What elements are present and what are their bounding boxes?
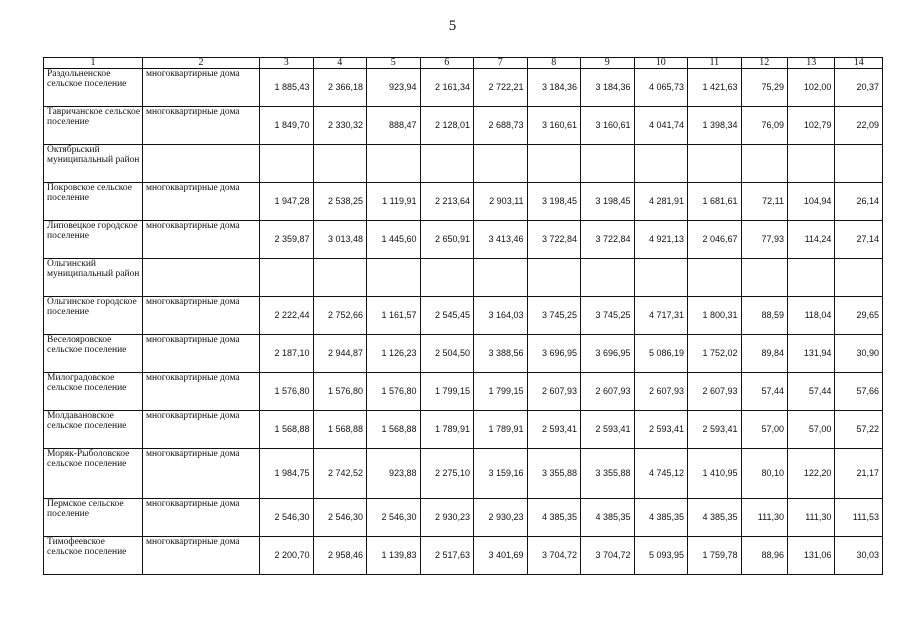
value-cell: 3 355,88: [527, 449, 581, 499]
housing-type: многоквартирные дома: [142, 499, 259, 537]
table-row: [44, 537, 883, 575]
value-cell: [741, 145, 787, 183]
value-cell: [420, 145, 474, 183]
value-cell: 1 445,60: [367, 221, 421, 259]
value-cell: 2 742,52: [313, 449, 367, 499]
value-cell: 26,14: [835, 183, 883, 221]
municipality-name: Милоградовское сельское поселение: [44, 373, 143, 411]
value-cell: 3 704,72: [581, 537, 635, 575]
value-cell: [313, 145, 367, 183]
value-cell: 1 410,95: [688, 449, 742, 499]
value-cell: 3 198,45: [527, 183, 581, 221]
value-cell: 1 789,91: [474, 411, 528, 449]
value-cell: 1 947,28: [260, 183, 314, 221]
table-row: [44, 107, 883, 145]
housing-type: многоквартирные дома: [142, 297, 259, 335]
value-cell: 3 704,72: [527, 537, 581, 575]
value-cell: 2 958,46: [313, 537, 367, 575]
value-cell: 3 401,69: [474, 537, 528, 575]
table-row: [44, 183, 883, 221]
municipality-name: Тавричанское сельское поселение: [44, 107, 143, 145]
value-cell: 4 385,35: [527, 499, 581, 537]
value-cell: 102,79: [787, 107, 834, 145]
value-cell: 29,65: [835, 297, 883, 335]
municipality-name: Тимофеевское сельское поселение: [44, 537, 143, 575]
value-cell: 4 041,74: [634, 107, 688, 145]
value-cell: [474, 259, 528, 297]
housing-type: многоквартирные дома: [142, 449, 259, 499]
value-cell: 131,06: [787, 537, 834, 575]
table-row: [44, 373, 883, 411]
value-cell: 2 359,87: [260, 221, 314, 259]
value-cell: 3 184,36: [527, 69, 581, 107]
value-cell: [688, 145, 742, 183]
table-row: [44, 449, 883, 499]
column-header: 1: [44, 58, 143, 69]
value-cell: [527, 259, 581, 297]
value-cell: 77,93: [741, 221, 787, 259]
municipality-name: Пермское сельское поселение: [44, 499, 143, 537]
value-cell: 888,47: [367, 107, 421, 145]
table-row: [44, 411, 883, 449]
municipality-name: Покровское сельское поселение: [44, 183, 143, 221]
value-cell: [634, 259, 688, 297]
value-cell: 3 198,45: [581, 183, 635, 221]
value-cell: 2 650,91: [420, 221, 474, 259]
value-cell: 1 789,91: [420, 411, 474, 449]
value-cell: 111,30: [741, 499, 787, 537]
value-cell: 2 046,67: [688, 221, 742, 259]
column-header: 11: [688, 58, 742, 69]
value-cell: 75,29: [741, 69, 787, 107]
value-cell: [367, 145, 421, 183]
table-row: [44, 335, 883, 373]
value-cell: 89,84: [741, 335, 787, 373]
value-cell: 1 576,80: [313, 373, 367, 411]
column-header: 4: [313, 58, 367, 69]
value-cell: 4 745,12: [634, 449, 688, 499]
housing-type: многоквартирные дома: [142, 107, 259, 145]
value-cell: 1 576,80: [260, 373, 314, 411]
column-header: 9: [581, 58, 635, 69]
page-number: 5: [448, 18, 457, 34]
column-header: 14: [835, 58, 883, 69]
value-cell: [527, 145, 581, 183]
table-row: [44, 69, 883, 107]
housing-type: многоквартирные дома: [142, 221, 259, 259]
value-cell: 2 517,63: [420, 537, 474, 575]
value-cell: [474, 145, 528, 183]
table-row: [44, 297, 883, 335]
value-cell: 4 385,35: [581, 499, 635, 537]
value-cell: 122,20: [787, 449, 834, 499]
value-cell: 3 355,88: [581, 449, 635, 499]
value-cell: [787, 145, 834, 183]
column-header: 7: [474, 58, 528, 69]
municipality-name: Моряк-Рыболовское сельское поселение: [44, 449, 143, 499]
value-cell: 2 593,41: [527, 411, 581, 449]
value-cell: 3 696,95: [581, 335, 635, 373]
value-cell: 2 607,93: [581, 373, 635, 411]
value-cell: 76,09: [741, 107, 787, 145]
value-cell: 1 681,61: [688, 183, 742, 221]
value-cell: 1 126,23: [367, 335, 421, 373]
value-cell: 1 568,88: [260, 411, 314, 449]
value-cell: 111,30: [787, 499, 834, 537]
value-cell: 80,10: [741, 449, 787, 499]
value-cell: 3 164,03: [474, 297, 528, 335]
value-cell: 3 722,84: [581, 221, 635, 259]
municipality-name: Веселояровское сельское поселение: [44, 335, 143, 373]
value-cell: 1 576,80: [367, 373, 421, 411]
value-cell: [581, 259, 635, 297]
value-cell: 1 752,02: [688, 335, 742, 373]
value-cell: 102,00: [787, 69, 834, 107]
value-cell: 57,44: [787, 373, 834, 411]
value-cell: 1 759,78: [688, 537, 742, 575]
table-row: [44, 145, 883, 183]
value-cell: 2 607,93: [527, 373, 581, 411]
column-header: 2: [142, 58, 259, 69]
tariff-table: [43, 57, 883, 575]
value-cell: 1 568,88: [367, 411, 421, 449]
value-cell: 2 944,87: [313, 335, 367, 373]
value-cell: 4 717,31: [634, 297, 688, 335]
value-cell: 3 013,48: [313, 221, 367, 259]
value-cell: 3 696,95: [527, 335, 581, 373]
value-cell: 2 607,93: [688, 373, 742, 411]
value-cell: 104,94: [787, 183, 834, 221]
value-cell: 3 160,61: [581, 107, 635, 145]
value-cell: 2 752,66: [313, 297, 367, 335]
value-cell: 3 745,25: [527, 297, 581, 335]
value-cell: 88,59: [741, 297, 787, 335]
value-cell: 2 538,25: [313, 183, 367, 221]
value-cell: 4 921,13: [634, 221, 688, 259]
value-cell: [313, 259, 367, 297]
value-cell: 4 281,91: [634, 183, 688, 221]
value-cell: 5 093,95: [634, 537, 688, 575]
value-cell: 2 546,30: [313, 499, 367, 537]
table-row: [44, 259, 883, 297]
value-cell: 2 546,30: [367, 499, 421, 537]
value-cell: [581, 145, 635, 183]
value-cell: 2 545,45: [420, 297, 474, 335]
value-cell: 3 722,84: [527, 221, 581, 259]
municipality-name: Молдавановское сельское поселение: [44, 411, 143, 449]
value-cell: 3 745,25: [581, 297, 635, 335]
value-cell: 1 139,83: [367, 537, 421, 575]
value-cell: 22,09: [835, 107, 883, 145]
value-cell: 2 128,01: [420, 107, 474, 145]
value-cell: 1 799,15: [474, 373, 528, 411]
value-cell: 30,03: [835, 537, 883, 575]
housing-type: [142, 145, 259, 183]
value-cell: 1 799,15: [420, 373, 474, 411]
value-cell: 3 159,16: [474, 449, 528, 499]
value-cell: [835, 145, 883, 183]
value-cell: 2 366,18: [313, 69, 367, 107]
value-cell: 57,22: [835, 411, 883, 449]
value-cell: 2 593,41: [634, 411, 688, 449]
column-header: 10: [634, 58, 688, 69]
column-header: 5: [367, 58, 421, 69]
value-cell: 2 930,23: [420, 499, 474, 537]
value-cell: 1 568,88: [313, 411, 367, 449]
column-header: 13: [787, 58, 834, 69]
value-cell: 2 688,73: [474, 107, 528, 145]
value-cell: [835, 259, 883, 297]
value-cell: 21,17: [835, 449, 883, 499]
value-cell: 2 161,34: [420, 69, 474, 107]
value-cell: 2 275,10: [420, 449, 474, 499]
value-cell: [741, 259, 787, 297]
table-row: [44, 221, 883, 259]
value-cell: 57,66: [835, 373, 883, 411]
housing-type: многоквартирные дома: [142, 373, 259, 411]
municipality-name: Ольгинский муниципальный район: [44, 259, 143, 297]
value-cell: 4 385,35: [634, 499, 688, 537]
housing-type: [142, 259, 259, 297]
value-cell: 2 607,93: [634, 373, 688, 411]
value-cell: 27,14: [835, 221, 883, 259]
housing-type: многоквартирные дома: [142, 411, 259, 449]
value-cell: 57,00: [741, 411, 787, 449]
value-cell: 114,24: [787, 221, 834, 259]
value-cell: 3 160,61: [527, 107, 581, 145]
value-cell: 1 421,63: [688, 69, 742, 107]
value-cell: 923,94: [367, 69, 421, 107]
column-header: 3: [260, 58, 314, 69]
value-cell: 1 984,75: [260, 449, 314, 499]
housing-type: многоквартирные дома: [142, 69, 259, 107]
value-cell: [634, 145, 688, 183]
column-header: 6: [420, 58, 474, 69]
value-cell: 1 119,91: [367, 183, 421, 221]
value-cell: 2 722,21: [474, 69, 528, 107]
value-cell: 131,94: [787, 335, 834, 373]
value-cell: 2 330,32: [313, 107, 367, 145]
value-cell: 5 086,19: [634, 335, 688, 373]
value-cell: [367, 259, 421, 297]
value-cell: 118,04: [787, 297, 834, 335]
value-cell: [787, 259, 834, 297]
header-row: [44, 58, 883, 69]
value-cell: 4 385,35: [688, 499, 742, 537]
value-cell: 2 593,41: [581, 411, 635, 449]
value-cell: 20,37: [835, 69, 883, 107]
value-cell: 111,53: [835, 499, 883, 537]
municipality-name: Липовецкое городское поселение: [44, 221, 143, 259]
table-row: [44, 499, 883, 537]
value-cell: 2 593,41: [688, 411, 742, 449]
value-cell: [688, 259, 742, 297]
value-cell: 3 413,46: [474, 221, 528, 259]
value-cell: 4 065,73: [634, 69, 688, 107]
value-cell: 72,11: [741, 183, 787, 221]
value-cell: 2 546,30: [260, 499, 314, 537]
value-cell: 3 388,56: [474, 335, 528, 373]
housing-type: многоквартирные дома: [142, 183, 259, 221]
column-header: 8: [527, 58, 581, 69]
value-cell: [260, 259, 314, 297]
value-cell: 1 800,31: [688, 297, 742, 335]
value-cell: 88,96: [741, 537, 787, 575]
value-cell: 2 213,64: [420, 183, 474, 221]
municipality-name: Раздольненское сельское поселение: [44, 69, 143, 107]
municipality-name: Октябрьский муниципальный район: [44, 145, 143, 183]
value-cell: 1 161,57: [367, 297, 421, 335]
value-cell: 923,88: [367, 449, 421, 499]
value-cell: 2 504,50: [420, 335, 474, 373]
value-cell: 1 885,43: [260, 69, 314, 107]
value-cell: 1 849,70: [260, 107, 314, 145]
value-cell: 30,90: [835, 335, 883, 373]
column-header: 12: [741, 58, 787, 69]
value-cell: 2 187,10: [260, 335, 314, 373]
value-cell: 57,44: [741, 373, 787, 411]
value-cell: 57,00: [787, 411, 834, 449]
value-cell: 3 184,36: [581, 69, 635, 107]
value-cell: 2 903,11: [474, 183, 528, 221]
housing-type: многоквартирные дома: [142, 537, 259, 575]
value-cell: 2 930,23: [474, 499, 528, 537]
housing-type: многоквартирные дома: [142, 335, 259, 373]
value-cell: [260, 145, 314, 183]
value-cell: 2 200,70: [260, 537, 314, 575]
value-cell: [420, 259, 474, 297]
value-cell: 2 222,44: [260, 297, 314, 335]
value-cell: 1 398,34: [688, 107, 742, 145]
municipality-name: Ольгинское городское поселение: [44, 297, 143, 335]
